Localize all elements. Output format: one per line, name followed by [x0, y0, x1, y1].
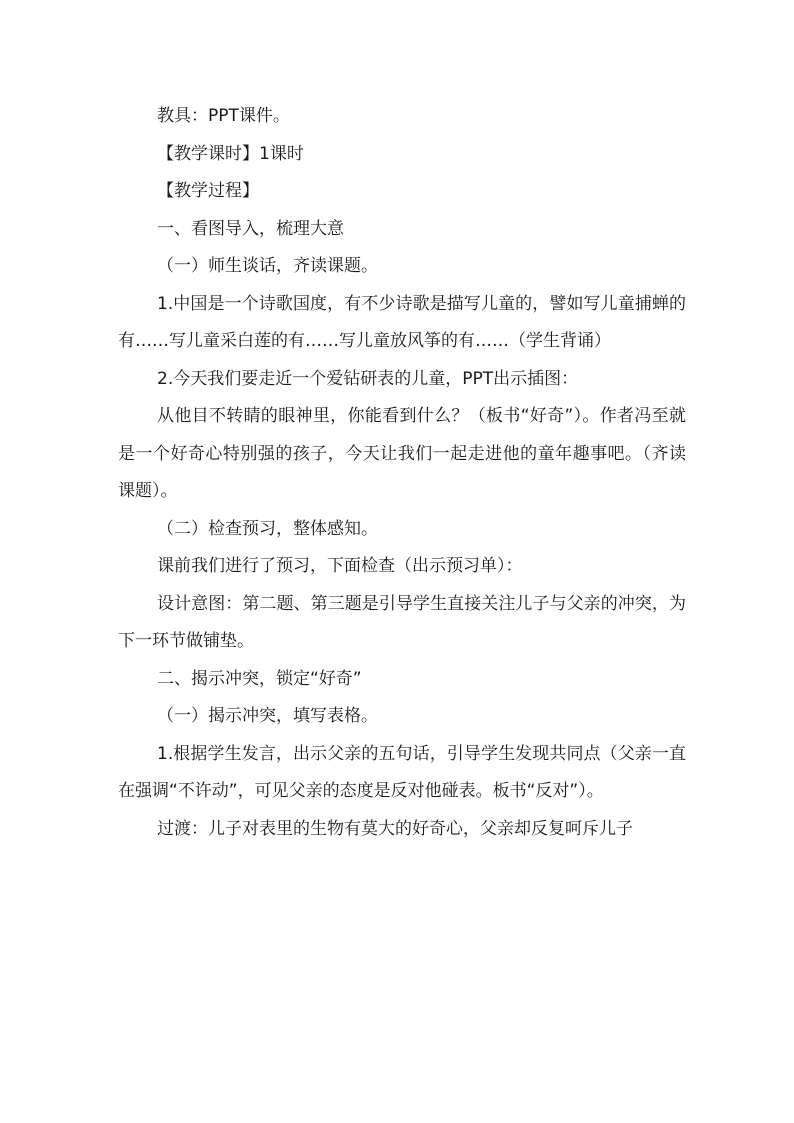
paragraph-curiosity: 从他目不转睛的眼神里，你能看到什么？（板书“好奇”）。作者冯至就是一个好奇心特别强的孩子，今天让我们一起走进他的童年趣事吧。（齐读课题）。: [118, 406, 686, 501]
paragraph-item-1: 1.中国是一个诗歌国度，有不少诗歌是描写儿童的，譬如写儿童捕蝉的有……写儿童采白莲的有……写儿童放风筝的有……（学生背诵）: [118, 293, 686, 351]
section-heading-1: 一、看图导入，梳理大意: [157, 218, 344, 239]
subsection-heading-1-2: （二）检查预习，整体感知。: [157, 518, 378, 539]
paragraph-teaching-aids: 教具：PPT课件。: [157, 106, 290, 126]
subsection-heading-1-1: （一）师生谈话，齐读课题。: [157, 256, 378, 276]
paragraph-process-heading: 【教学过程】: [157, 181, 259, 201]
section-heading-2: 二、揭示冲突，锁定“好奇”: [157, 668, 362, 689]
paragraph-item-2: 2.今天我们要走近一个爱钻研表的儿童，PPT出示插图：: [157, 368, 579, 389]
paragraph-preview-check: 课前我们进行了预习，下面检查（出示预习单）：: [157, 556, 523, 576]
paragraph-father-quotes: 1.根据学生发言，出示父亲的五句话，引导学生发现共同点（父亲一直在强调“不许动”，可见父亲的态度是反对他碰表。板书“反对”）。: [118, 743, 686, 801]
paragraph-class-hours: 【教学课时】1课时: [157, 143, 304, 164]
subsection-heading-2-1: （一）揭示冲突，填写表格。: [157, 706, 378, 726]
document-body: [118, 98, 686, 848]
paragraph-transition: 过渡：儿子对表里的生物有莫大的好奇心，父亲却反复呵斥儿子: [157, 818, 633, 839]
paragraph-design-intent: 设计意图：第二题、第三题是引导学生直接关注儿子与父亲的冲突，为下一环节做铺垫。: [118, 593, 686, 651]
